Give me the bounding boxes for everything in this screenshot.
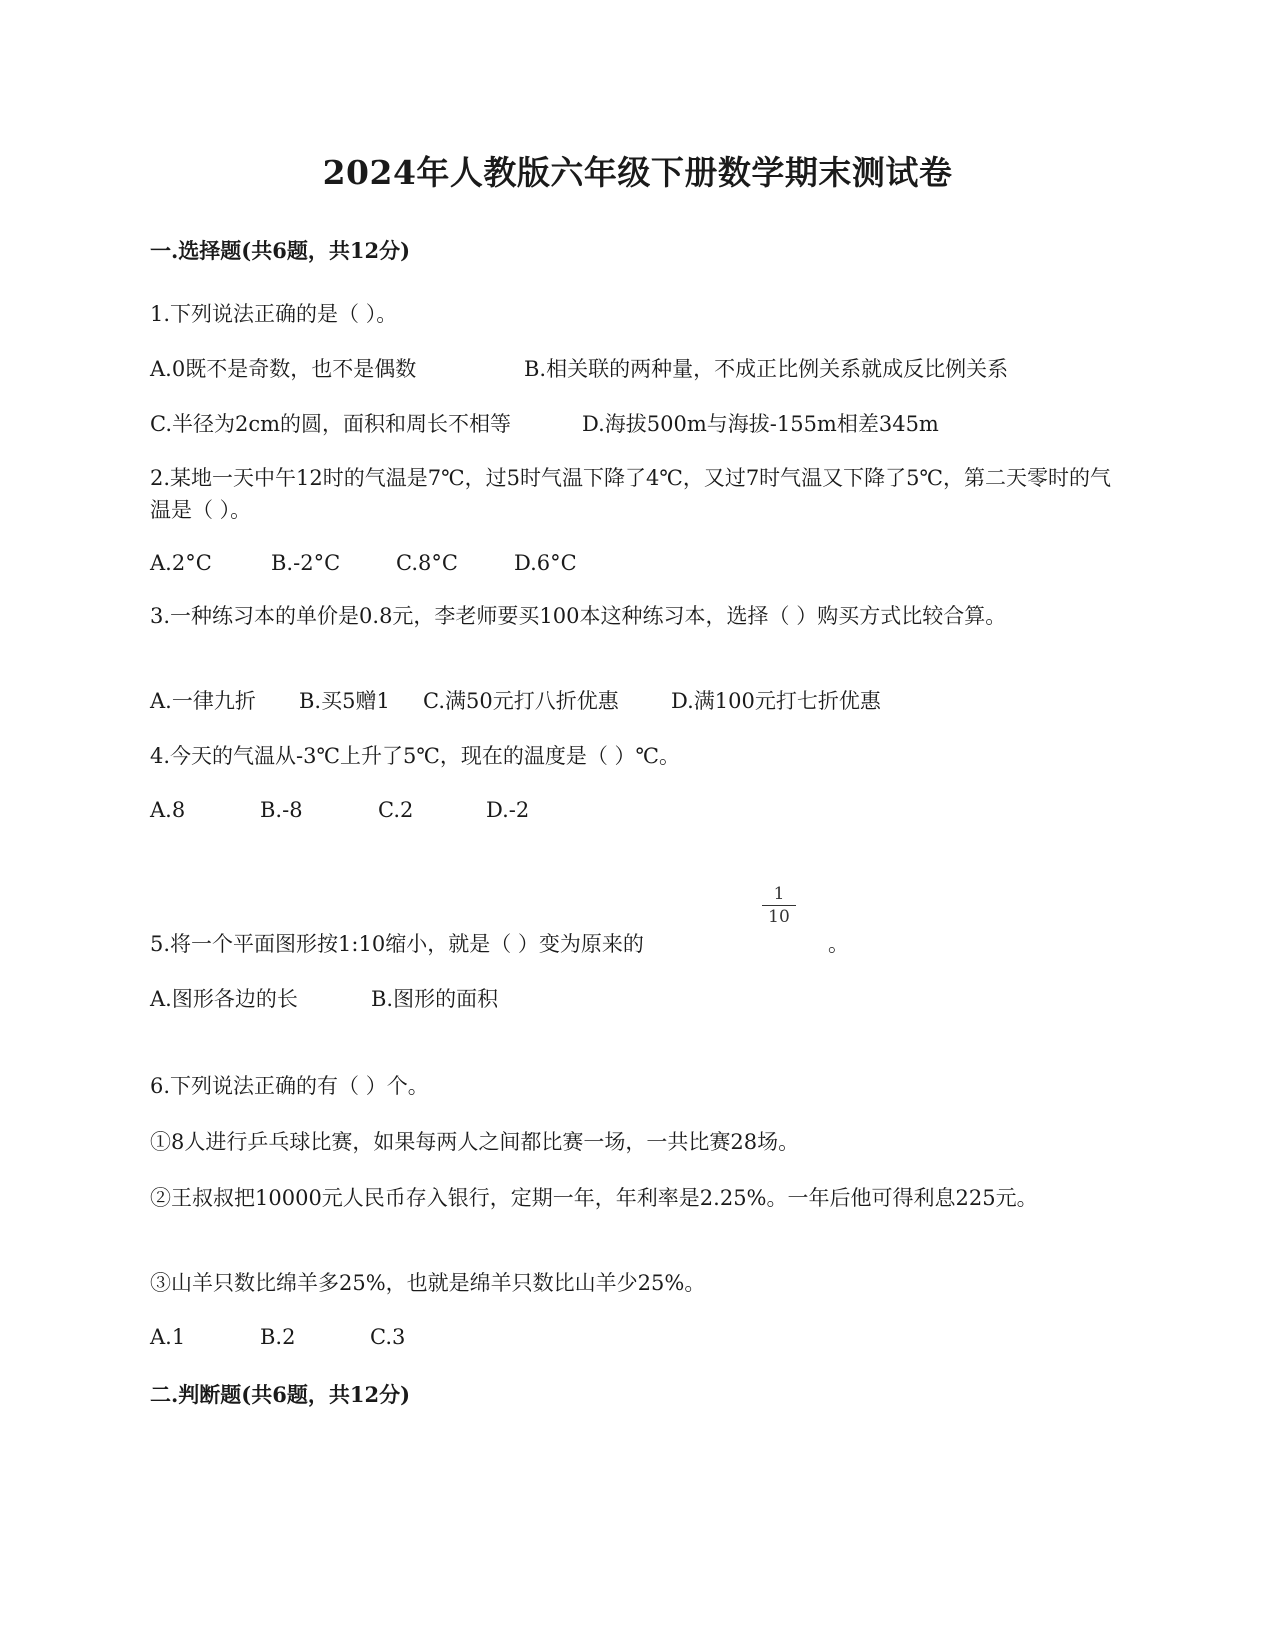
section-heading-choice: 一.选择题(共6题，共12分) <box>150 238 411 263</box>
question-6-option-a: A.1 <box>150 1325 186 1349</box>
question-5-option-a: A.图形各边的长 <box>150 987 298 1011</box>
question-6-statement-3: ③山羊只数比绵羊多25%，也就是绵羊只数比山羊少25%。 <box>150 1271 706 1295</box>
section-heading-judgment: 二.判断题(共6题，共12分) <box>150 1382 411 1407</box>
question-1-option-c: C.半径为2cm的圆，面积和周长不相等 <box>150 412 512 436</box>
question-1-option-d: D.海拔500m与海拔-155m相差345m <box>582 412 939 436</box>
question-2-stem: 2.某地一天中午12时的气温是7℃，过5时气温下降了4℃，又过7时气温又下降了5℃，第二天零时的气温是（ ）。 <box>150 466 1112 522</box>
question-5-options <box>150 983 498 1015</box>
question-1-options-row-2 <box>150 408 939 440</box>
question-1-option-a: A.0既不是奇数，也不是偶数 <box>150 357 417 381</box>
question-1-options-row-1 <box>150 353 1008 385</box>
question-3-option-a: A.一律九折 <box>150 689 256 713</box>
question-5-stem: 5.将一个平面图形按1:10缩小，就是（ ）变为原来的 <box>150 932 644 956</box>
question-2-option-d: D.6°C <box>514 551 577 575</box>
question-3-option-c: C.满50元打八折优惠 <box>423 689 619 713</box>
question-4-option-b: B.-8 <box>260 798 303 822</box>
fraction-denominator: 10 <box>768 907 790 927</box>
fraction-one-tenth <box>762 884 796 927</box>
question-6-statement-2: ②王叔叔把10000元人民币存入银行，定期一年，年利率是2.25%。一年后他可得利息225元。 <box>150 1186 1038 1210</box>
question-2-option-c: C.8°C <box>396 551 458 575</box>
question-1-stem: 1.下列说法正确的是（ ）。 <box>150 302 398 326</box>
question-2-option-a: A.2°C <box>150 551 212 575</box>
question-5-end-punctuation: 。 <box>828 932 849 956</box>
question-3-options <box>150 685 881 717</box>
question-4-stem: 4.今天的气温从-3℃上升了5℃，现在的温度是（ ）℃。 <box>150 744 681 768</box>
question-6-stem: 6.下列说法正确的有（ ）个。 <box>150 1074 429 1098</box>
question-5-option-b: B.图形的面积 <box>371 987 499 1011</box>
question-6-option-c: C.3 <box>370 1325 406 1349</box>
question-2-options <box>150 547 577 579</box>
page-title: 2024年人教版六年级下册数学期末测试卷 <box>322 153 953 192</box>
question-4-option-d: D.-2 <box>486 798 530 822</box>
question-3-stem: 3.一种练习本的单价是0.8元，李老师要买100本这种练习本，选择（ ）购买方式比较合算。 <box>150 604 1007 628</box>
question-4-option-a: A.8 <box>150 798 186 822</box>
question-1-option-b: B.相关联的两种量，不成正比例关系就成反比例关系 <box>524 357 1009 381</box>
question-6-option-b: B.2 <box>260 1325 296 1349</box>
question-2-option-b: B.-2°C <box>271 551 341 575</box>
question-6-options <box>150 1321 405 1353</box>
question-6-statement-1: ①8人进行乒乓球比赛，如果每两人之间都比赛一场，一共比赛28场。 <box>150 1130 800 1154</box>
question-4-option-c: C.2 <box>378 798 414 822</box>
fraction-numerator: 1 <box>762 884 796 906</box>
question-3-option-d: D.满100元打七折优惠 <box>671 689 881 713</box>
question-3-option-b: B.买5赠1 <box>299 689 390 713</box>
question-4-options <box>150 794 529 826</box>
